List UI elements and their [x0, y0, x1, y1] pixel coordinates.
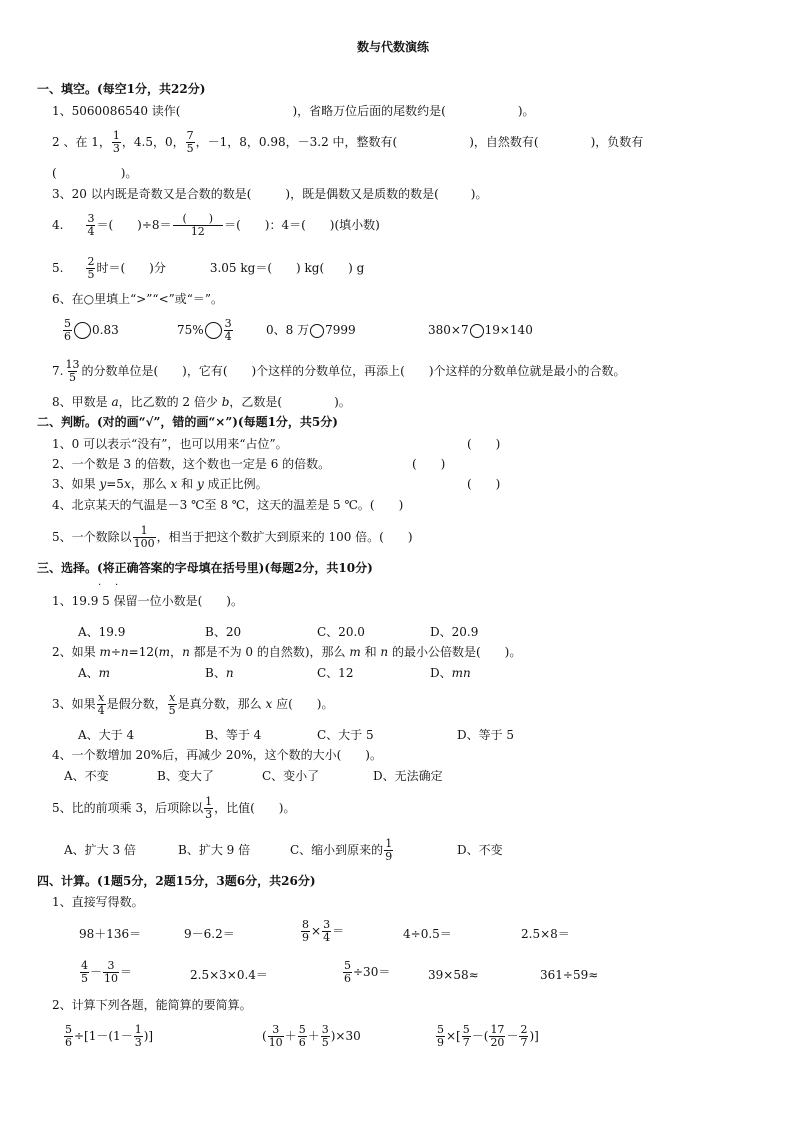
denominator: 5: [186, 142, 194, 155]
denominator: 10: [268, 1036, 283, 1049]
fraction: [268, 1024, 284, 1049]
s3-q5-b: ，比值( )。: [214, 801, 296, 815]
expr-part: )×30: [330, 1029, 361, 1043]
s1-q6-item4: [428, 323, 533, 338]
s1-q2-a: 2 、在 1，: [52, 135, 111, 149]
var-mn: mn: [451, 666, 471, 680]
s1-q2-d: )，自然数有(: [469, 135, 539, 149]
section-3-heading: 三、选择。(将正确答案的字母填在括号里)(每题2分，共10分): [37, 561, 373, 575]
fraction: [519, 1024, 528, 1049]
denominator: 5: [68, 371, 76, 384]
s3-q3-c: 是真分数，那么: [177, 697, 266, 711]
s2-q3-b: =5: [106, 477, 124, 491]
fraction: [489, 1024, 505, 1049]
fraction: [86, 213, 95, 238]
s3-q5-opt-c: [290, 836, 394, 864]
fraction: [322, 919, 331, 944]
s2-q4: 4、北京某天的气温是－3 ℃至 8 ℃，这天的温差是 5 ℃。( ): [52, 498, 404, 512]
numerator: 5: [64, 317, 71, 330]
denominator: 6: [298, 1036, 306, 1049]
expr-part: ÷[1－(1－: [74, 1029, 133, 1043]
repeat-dot: ·: [115, 580, 119, 591]
fraction: [384, 838, 393, 863]
numerator: ( ): [182, 212, 214, 225]
opt-label: D、: [430, 666, 452, 680]
var-n: n: [120, 645, 129, 659]
denominator: 20: [490, 1036, 505, 1049]
var-y: y: [196, 477, 204, 491]
s1-q1-a: 1、5060086540 读作(: [52, 104, 181, 118]
plus-sign: ＋: [284, 1029, 297, 1043]
s2-q5: [52, 523, 413, 551]
s2-q1-paren[interactable]: ( ): [467, 437, 501, 451]
calc-r2-c-rest: ÷30＝: [353, 965, 391, 979]
calc-r1-e: 2.5×8＝: [521, 927, 570, 941]
fraction: [343, 960, 352, 985]
numerator: 7: [186, 129, 194, 142]
calc-r2-d: 39×58≈: [428, 968, 479, 982]
var-a: a: [111, 395, 119, 409]
var-m: m: [158, 645, 171, 659]
var-x: x: [123, 477, 131, 491]
s1-q7: [52, 357, 626, 385]
s1-q3-b: )，既是偶数又是质数的数是(: [285, 187, 439, 201]
fraction: [298, 1024, 307, 1049]
expr-part: )]: [529, 1029, 539, 1043]
s3-q3: [52, 690, 333, 718]
fraction: [112, 130, 121, 155]
denominator: 7: [520, 1036, 528, 1049]
expr-part: )]: [143, 1029, 154, 1043]
denominator: 9: [385, 850, 393, 863]
calc-r1-a: 98＋136＝: [79, 927, 142, 941]
section-4-heading: 四、计算。(1题5分，2题15分，3题6分，共26分): [37, 874, 316, 888]
s1-q6-item2: [177, 316, 234, 344]
s1-q1-b: )，省略万位后面的尾数约是(: [292, 104, 446, 118]
numerator: x: [169, 691, 176, 704]
denominator: 12: [173, 225, 223, 238]
compare-circle[interactable]: [205, 322, 222, 339]
s2-q3-a: 3、如果: [52, 477, 100, 491]
denominator: 4: [87, 225, 95, 238]
s3-q5-opt-a: A、扩大 3 倍: [64, 843, 136, 857]
numerator: 5: [298, 1023, 306, 1036]
var-n: n: [225, 666, 234, 680]
s2-q2-paren[interactable]: ( ): [412, 457, 446, 471]
repeat-dot: ·: [98, 580, 102, 591]
var-n: n: [182, 645, 190, 659]
s1-q5-c: 3.05 kg＝( ) kg( ) g: [209, 261, 365, 275]
fraction: [134, 1024, 143, 1049]
var-y: y: [99, 477, 107, 491]
s3-q3-opt-c: C、大于 5: [317, 728, 374, 742]
denominator: 4: [323, 931, 331, 944]
var-x: x: [265, 697, 273, 711]
numerator: 3: [272, 1023, 280, 1036]
denominator: 9: [437, 1036, 444, 1049]
s2-q5-b: ，相当于把这个数扩大到原来的 100 倍。( ): [156, 530, 413, 544]
fraction: [64, 1024, 73, 1049]
numerator: 3: [321, 1023, 329, 1036]
calc-r2-c: [342, 958, 390, 986]
s1-q5-a: 5.: [52, 261, 64, 275]
s1-q2-g: )。: [120, 166, 138, 180]
fraction: [301, 919, 310, 944]
calc-r1-d: 4÷0.5＝: [403, 927, 452, 941]
calc-r2-e: 361÷59≈: [540, 968, 599, 982]
numerator: 4: [81, 959, 88, 972]
var-m: m: [349, 645, 361, 659]
denominator: 5: [321, 1036, 329, 1049]
calc-r1-c: [300, 917, 344, 945]
s3-q5-a: 5、比的前项乘 3，后项除以: [52, 801, 204, 815]
s1-q2-cont: [52, 166, 137, 180]
expr-part: ×[: [446, 1029, 461, 1043]
s3-q5-opt-d: D、不变: [457, 843, 503, 857]
compare-circle[interactable]: [310, 324, 324, 338]
s1-q1-c: )。: [517, 104, 535, 118]
s1-q1: [52, 104, 535, 118]
s1-q2-e: )，负数有: [590, 135, 644, 149]
denominator: 3: [112, 142, 120, 155]
var-m: m: [99, 645, 111, 659]
var-x: x: [170, 477, 178, 491]
s3-q2-opt-d: [430, 666, 471, 680]
s2-q3-paren[interactable]: ( ): [467, 477, 501, 491]
opt-label: A、: [78, 666, 99, 680]
numerator: 3: [323, 918, 331, 931]
denominator: 3: [134, 1036, 142, 1049]
numerator: 5: [437, 1023, 444, 1036]
denominator: 5: [87, 268, 95, 281]
s1-q2-b: ，4.5，0，: [121, 135, 185, 149]
fraction: [63, 318, 72, 343]
expr-2: [262, 1022, 361, 1050]
s3-q2-d: ，: [170, 645, 183, 659]
calc-r2-b: 2.5×3×0.4＝: [190, 968, 268, 982]
numerator: 17: [490, 1023, 505, 1036]
s3-q2-f: 和: [360, 645, 381, 659]
s2-q3-c: ，那么: [130, 477, 171, 491]
s3-q4: 4、一个数增加 20%后，再减少 20%，这个数的大小( )。: [52, 748, 382, 762]
s1-q6: 6、在○里填上“>”“<”或“＝”。: [52, 292, 224, 306]
numerator: 8: [302, 918, 309, 931]
plus-sign: ＋: [307, 1029, 320, 1043]
s4-q2: 2、计算下列各题，能简算的要简算。: [52, 998, 252, 1012]
s3-q3-a: 3、如果: [52, 697, 96, 711]
s3-q1-opt-c: C、20.0: [317, 625, 365, 639]
s1-q6-i4a: 380×7: [428, 323, 469, 337]
denominator: 3: [205, 808, 213, 821]
s3-q1-opt-d: D、20.9: [430, 625, 479, 639]
denominator: 10: [104, 972, 119, 985]
s1-q2: [52, 128, 643, 156]
numerator: 3: [224, 317, 232, 330]
fraction: [204, 796, 213, 821]
s3-q2-opt-b: [205, 666, 234, 680]
page-title: 数与代数演练: [357, 40, 430, 54]
s2-q3-e: 成正比例。: [203, 477, 268, 491]
equals-sign: ＝: [120, 965, 133, 979]
s1-q8-d: )。: [334, 395, 351, 409]
fraction: [321, 1024, 330, 1049]
fraction: [64, 359, 80, 384]
s3-q4-opt-c: C、变小了: [262, 769, 320, 783]
s3-q3-opt-d: D、等于 5: [457, 728, 515, 742]
s1-q8-a: 8、甲数是: [52, 395, 112, 409]
fraction: [462, 1024, 471, 1049]
s3-q2-e: 都是不为 0 的自然数)，那么: [189, 645, 350, 659]
s3-q1-opt-b: B、20: [205, 625, 242, 639]
denominator: 5: [81, 972, 88, 985]
fraction: [80, 960, 89, 985]
expr-part: (: [262, 1029, 267, 1043]
numerator: 1: [134, 1023, 142, 1036]
s1-q7-a: 7.: [52, 364, 64, 378]
s1-q3-c: )。: [470, 187, 488, 201]
s3-q3-b: 是假分数，: [106, 697, 167, 711]
s1-q3-a: 3、20 以内既是奇数又是合数的数是(: [52, 187, 252, 201]
s3-q3-d: 应( )。: [272, 697, 334, 711]
s3-q2-opt-a: [78, 666, 110, 680]
s3-q3-opt-a: A、大于 4: [78, 728, 135, 742]
denominator: 100: [133, 537, 155, 550]
denominator: 9: [302, 931, 309, 944]
numerator: 1: [205, 795, 213, 808]
numerator: 3: [87, 212, 95, 225]
times-sign: ×: [311, 924, 322, 938]
s1-q2-c: ，－1，8，0.98，－3.2 中，整数有(: [195, 135, 398, 149]
numerator: x: [98, 691, 105, 704]
s1-q6-i4b: 19×140: [484, 323, 533, 337]
s1-q7-b: 的分数单位是( )，它有( )个这样的分数单位，再添上( )个这样的分数单位就是最小的合数。: [81, 364, 626, 378]
denominator: 6: [344, 972, 351, 985]
var-b: b: [221, 395, 230, 409]
calc-r2-a: [79, 958, 132, 986]
s1-q4-a: 4.: [52, 218, 64, 232]
section-2-heading: 二、判断。(对的画“√”，错的画“×”)(每题1分，共5分): [37, 415, 338, 429]
fraction: [133, 525, 156, 550]
s1-q6-item1: [62, 316, 119, 344]
opt-label: B、: [205, 666, 226, 680]
opt-label: C、缩小到原来的: [290, 843, 384, 857]
expr-1: [63, 1022, 153, 1050]
denominator: 4: [97, 704, 105, 717]
numerator: 2: [520, 1023, 528, 1036]
s3-q2: [52, 645, 521, 659]
s3-q4-opt-a: A、不变: [64, 769, 109, 783]
section-1-heading: 一、填空。(每空1分，共22分): [37, 82, 206, 96]
fraction: [168, 692, 177, 717]
s3-q5: [52, 794, 295, 822]
denominator: 6: [65, 1036, 72, 1049]
s1-q6-i3a: 0、8 万: [266, 323, 310, 337]
calc-r1-b: 9－6.2＝: [184, 927, 235, 941]
s2-q2: 2、一个数是 3 的倍数，这个数也一定是 6 的倍数。: [52, 457, 331, 471]
s1-q6-i2a: 75%: [177, 323, 204, 337]
s2-q3-d: 和: [177, 477, 197, 491]
numerator: 3: [107, 959, 115, 972]
fraction: [436, 1024, 445, 1049]
compare-circle[interactable]: [470, 324, 484, 338]
s3-q4-opt-b: B、变大了: [157, 769, 214, 783]
numerator: 1: [140, 524, 148, 537]
minus-sign: －: [506, 1029, 519, 1043]
fraction: [224, 318, 233, 343]
s3-q4-opt-d: D、无法确定: [373, 769, 443, 783]
var-m: m: [98, 666, 111, 680]
denominator: 7: [462, 1036, 470, 1049]
s2-q3: [52, 477, 268, 491]
s1-q8-c: ，乙数是(: [229, 395, 283, 409]
s3-q2-c: =12(: [128, 645, 159, 659]
numerator: 1: [385, 837, 393, 850]
s3-q2-g: 的最小公倍数是( )。: [388, 645, 522, 659]
numerator: 5: [462, 1023, 470, 1036]
s3-q2-b: ÷: [110, 645, 121, 659]
fraction: [97, 692, 106, 717]
numerator: 13: [65, 358, 80, 371]
s4-q1: 1、直接写得数。: [52, 895, 144, 909]
fraction: [173, 213, 224, 238]
minus-sign: －: [90, 965, 103, 979]
s1-q6-i1b: 0.83: [92, 323, 119, 337]
numerator: 5: [65, 1023, 72, 1036]
s1-q5: [52, 254, 364, 282]
s1-q4-b: ＝( )÷8＝: [96, 218, 172, 232]
s1-q4: [52, 211, 380, 239]
var-n: n: [380, 645, 389, 659]
expr-part: －(: [471, 1029, 489, 1043]
s1-q4-c: ＝( )：4＝( )(填小数): [224, 218, 380, 232]
numerator: 1: [112, 129, 120, 142]
compare-circle[interactable]: [74, 322, 91, 339]
numerator: 5: [344, 959, 351, 972]
s3-q2-opt-c: C、12: [317, 666, 354, 680]
equals-sign: ＝: [332, 924, 345, 938]
numerator: 2: [87, 255, 95, 268]
s3-q3-opt-b: B、等于 4: [205, 728, 262, 742]
s1-q8-b: ，比乙数的 2 倍少: [118, 395, 222, 409]
s1-q8: [52, 395, 351, 409]
s3-q5-opt-b: B、扩大 9 倍: [178, 843, 251, 857]
s1-q6-i3b: 7999: [325, 323, 356, 337]
expr-3: [435, 1022, 539, 1050]
s2-q1: 1、0 可以表示“没有”，也可以用来“占位”。: [52, 437, 288, 451]
s2-q5-a: 5、一个数除以: [52, 530, 132, 544]
fraction: [86, 256, 95, 281]
s1-q3: [52, 187, 487, 201]
s1-q6-item3: [266, 323, 356, 338]
fraction: [103, 960, 119, 985]
s1-q5-b: 时＝( )分: [96, 261, 166, 275]
s3-q2-a: 2、如果: [52, 645, 100, 659]
fraction: [186, 130, 195, 155]
s3-q1-opt-a: A、19.9: [78, 625, 126, 639]
s3-q1: 1、19.9 5 保留一位小数是( )。: [52, 594, 243, 608]
denominator: 4: [224, 330, 232, 343]
denominator: 5: [168, 704, 176, 717]
denominator: 6: [64, 330, 71, 343]
s1-q2-f: (: [52, 166, 57, 180]
